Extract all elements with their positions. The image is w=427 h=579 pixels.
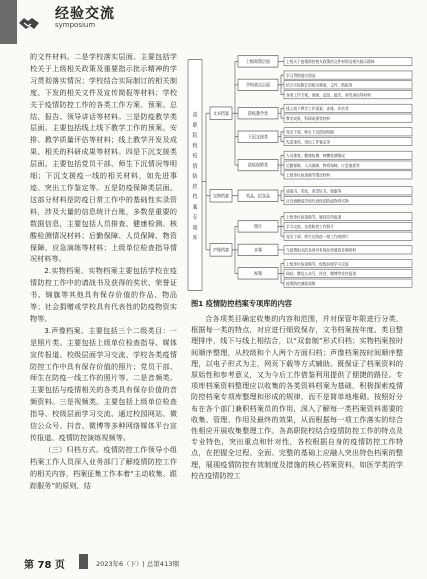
leaf-item-label: 学习交流、各类防控工作照片 — [286, 223, 334, 230]
category-label: 防疫保障类 — [248, 163, 268, 169]
archive-structure-diagram — [186, 55, 414, 295]
page-footer — [24, 553, 416, 571]
journal-header — [0, 0, 427, 44]
branch-label: 文书档案 — [213, 111, 229, 117]
root-label-char: 项 — [192, 225, 198, 232]
root-label-char: 疫 — [192, 153, 198, 160]
root-label-char: 库 — [192, 235, 198, 242]
root-label-char: 校 — [192, 143, 198, 150]
leaf-item-label: 学习贯彻落实情况 — [286, 72, 316, 78]
leaf-item-label: 网站、微信公众号、抖音、微博等宣传报道 — [286, 270, 357, 277]
category-label: 防疫教学类 — [248, 111, 268, 117]
branch-label: 声像档案 — [213, 248, 229, 254]
category-label: 奖品、纪念品 — [246, 194, 270, 200]
category-label: 视频 — [254, 271, 262, 278]
category-label: 音频 — [254, 248, 262, 254]
root-label-char: 档 — [192, 194, 198, 201]
root-label-char: 专 — [192, 214, 198, 222]
figure-caption: 图1 疫情防控档案专项库的内容 — [191, 299, 292, 308]
column-subtitle: symposium — [55, 21, 96, 29]
leaf-item-label: 上级单位检查指导情况材料 — [286, 172, 331, 178]
root-label-char: 高 — [192, 112, 198, 119]
category-label: 学校落实层面 — [246, 83, 270, 89]
paragraph: 的文件材料。二是学校落实层面。主要包括学校关于上级相关政策及重要指示批示精神的学习贯彻落实情况；学校结合实际制订的相关制度、下发的相关文件及宣传简报等材料；学校关于疫情防控工作的各类工作方案、预案、总结、报告、领导讲话等材料。三是防疫教学类层面。主要包括线上线下教学工作的预案、安排、教学质量评估等材料；线上教学开发及成果、相关的科研成果等材料。四是下沉支援类层面。主要包括党员干部、师生下沉情况等明细；下沉支援疫一线的相关材料，如先进事迹、突出工作鉴定等。五是防疫保障类层面。这部分材料是防疫日常工作中的基础性实录资料，涉及大量的信息统计台账，多数是重要的数据信息，主要包括人员排查、健康检测、核酸检测情况材料；后勤保障、人员保障、物资保障、应急演练等材料；上级单位检查指导情况材料等。 — [30, 52, 177, 264]
footer-color-bar — [79, 554, 88, 569]
paragraph: 3.声像档案。主要包括三个二级类目：一是照片类。主要包括上级单位检查指导、媒体宣传报道、校级层面学习交流、学校各类疫情防控工作中具有保存价值的照片；党员干部、师生在防疫一线工作的照片等。二是音频类。主要包括与疫情相关的各类具有保存价值的音频资料。三是视频类。主要包括上级单位检查指导、校级层面学习交流、通过校园网站、微信公众号、抖音、微博等多种网络媒体平台宣传报道、疫情防控演练视频等。 — [30, 325, 177, 442]
category-label: 下沉支援类 — [248, 135, 268, 141]
leaf-item-label: 后勤保障、人员保障、物资保障、应急演练等 — [286, 162, 360, 168]
leaf-item-label: 线上线下教学工作预案、安排、评估等 — [286, 105, 349, 112]
leaf-item-label: 党员干部、师生下沉情况明细 — [286, 129, 334, 135]
header-color-bar — [0, 0, 17, 44]
root-label-char: 职 — [192, 122, 198, 129]
leaf-item-label: 疫情防控演练视频 — [286, 280, 316, 287]
leaf-item-label: 上级单位检查指导、校级层面学习交流 — [286, 261, 349, 267]
paragraph: 合各项类目确定收集的内容和范围，并对保管年限进行分类，根据每一类的特点，对应进行细致保存，文书档案按年度、类目整理排序，线下与线上相结合，以“双套制”形式归档；实物档案按时间顺序整理，从校级和个人两个方面归档；声像档案按时间顺序整理，以电子形式为主，网页下载等方式辅助。既保证了档案资料的原始性和参考意义，又为今后工作借鉴利用提供了便捷的路径。专项库档案资料整理应以收集的各类资料档案为基础，积极探索疫情防控档案专项库整理和形成的规律，而不是简单地堆砌。按照好分布在各个部门兼职档案员的作用，深入了解每一类档案资料需要的收集、管理、作用及最终的效果，从而根据每一项工作落实的综合性相应开展收集整理工作。各高职院校结合疫情防控工作的特点及专业特色，突出重点和针对性，各校根据自身的疫情防控工作特点，在把握全过程、全面、完整的基础上应融入突出特色档案的整理，展现疫情防控有效制度及措施的核心档案资料，如医学类的学校在疫情防控工 — [191, 314, 403, 480]
page-number: 第 78 页 — [24, 560, 65, 571]
branch-label: 实物档案 — [213, 194, 229, 200]
leaf-item-label: 各类工作方案、预案、总结、报告、领导讲话等材料 — [286, 92, 371, 98]
leaf-item-label: 结合实际制订的相关制度、文件、简报等 — [286, 82, 353, 88]
left-text-column — [30, 51, 177, 492]
root-label-char: 情 — [192, 163, 198, 170]
category-label: 上级政策层面 — [246, 59, 270, 66]
leaf-item-label: 请战书、奖状、荣誉证书、锦旗等 — [286, 188, 342, 194]
handshake-icon — [18, 14, 40, 34]
leaf-item-label: 上级单位检查指导、媒体宣传报道 — [286, 214, 342, 220]
leaf-item-label: 党员干部、师生在防疫一线工作的照片 — [286, 233, 349, 240]
leaf-item-label: 上级关于疫情防控相关政策的文件材料及相关指示精神 — [286, 58, 375, 65]
right-text-column — [191, 313, 403, 481]
issue-info: 2023年6（下）| 总第413期 — [96, 560, 179, 568]
leaf-item-label: 人员排查、健康检测、核酸检测情况 — [286, 152, 346, 159]
paragraph: （三）归档方式。疫情防控工作领导小组档案工作人员深入业务部门了解疫情防控工作的相关内容，档案征集工作本着“主动收集、跟踪服务”的原则，结 — [30, 444, 177, 490]
paragraph: 2.实物档案。实物档案主要包括学校在疫情防控工作中的请战书及获得的奖状、荣誉证书、锦旗等其他具有保存价值的作品、物品等；社会捐赠或学校具有代表性的防疫物资实物等。 — [30, 266, 177, 323]
root-label-char: 防 — [192, 173, 198, 181]
leaf-item-label: 教学成果、科研成果等材料 — [286, 115, 331, 122]
leaf-item-label: 社会捐赠或学校代表性的防疫物资实物 — [286, 198, 349, 204]
root-label-char: 院 — [192, 132, 198, 140]
leaf-item-label: 与疫情相关的各类具有保存价值的音频资料 — [286, 247, 357, 253]
leaf-item-label: 先进事迹、突出工作鉴定等 — [286, 139, 331, 145]
category-label: 照片 — [254, 224, 262, 231]
column-title: 经验交流 — [55, 6, 115, 22]
root-label-char: 案 — [192, 204, 198, 211]
root-label-char: 控 — [192, 184, 198, 191]
